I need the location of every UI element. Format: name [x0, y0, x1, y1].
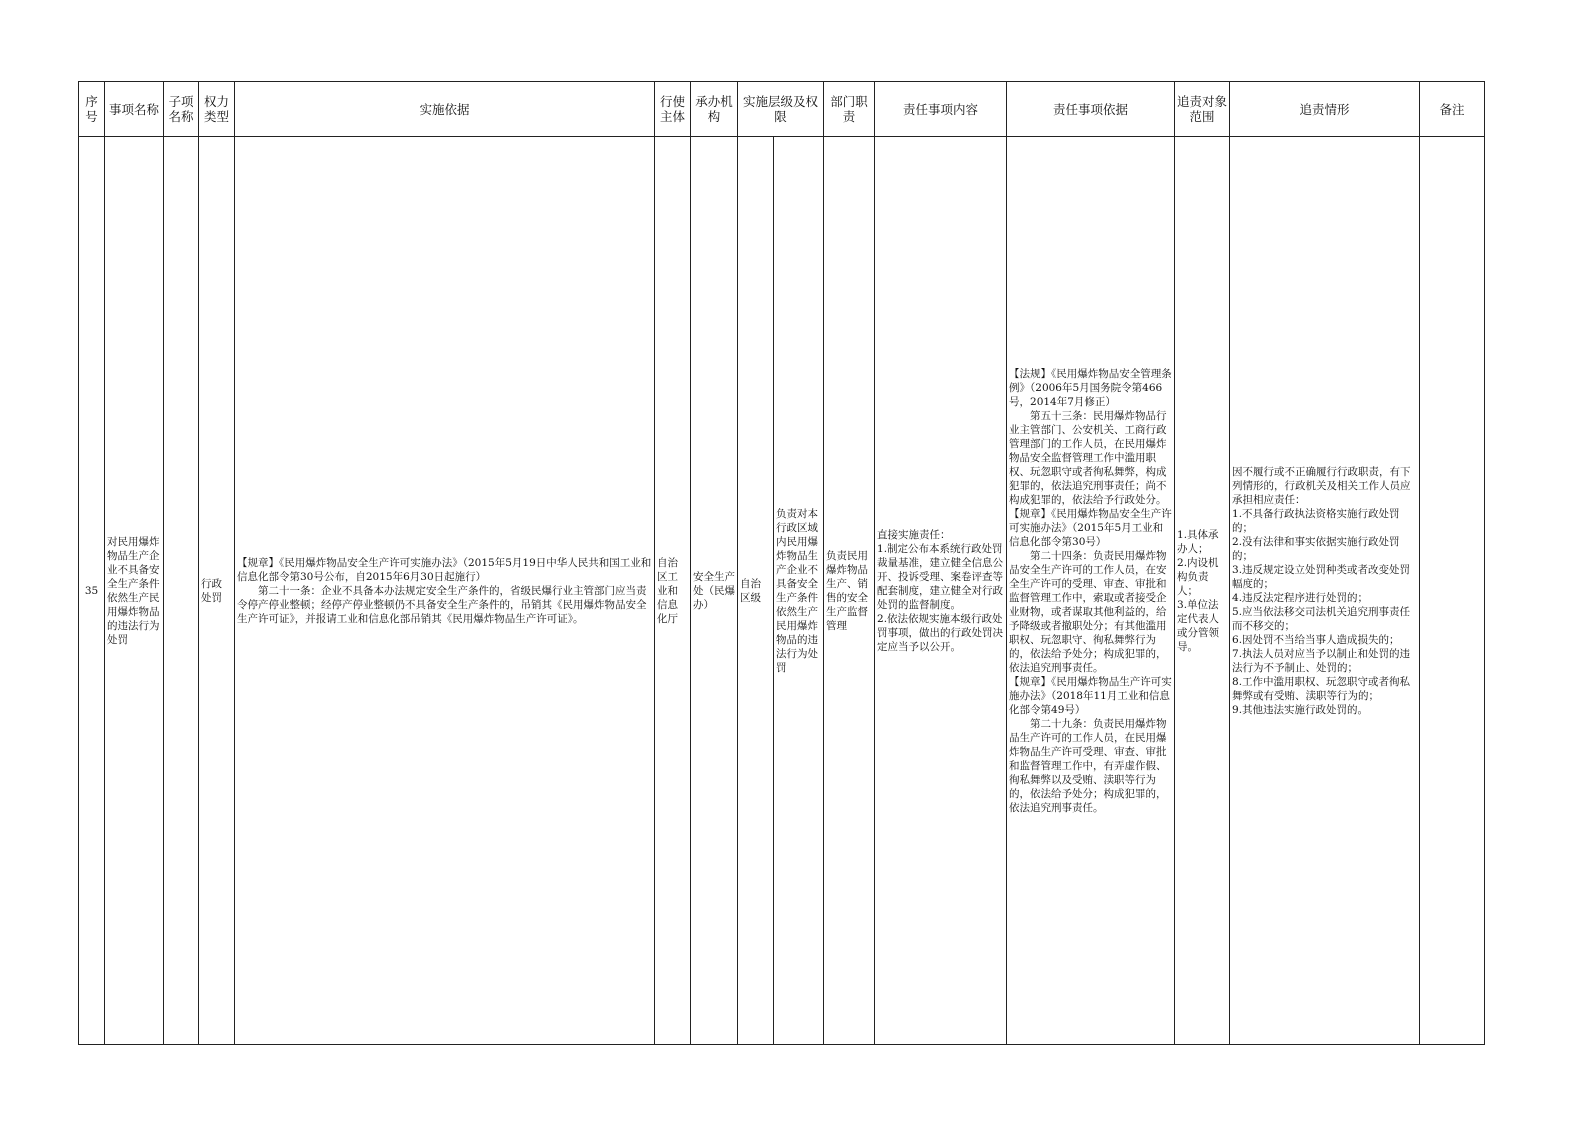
header-duty: 部门职责 [824, 82, 875, 137]
cell-power-type: 行政处罚 [199, 137, 235, 1045]
cell-remarks [1420, 137, 1485, 1045]
header-row [79, 82, 1485, 137]
cell-resp-content: 直接实施责任： 1.制定公布本系统行政处罚裁量基准，建立健全信息公开、投诉受理、案卷评查等配套制度，建立健全对行政处罚的监督制度。 2.依法依规实施本级行政处罚事项，做出的行政处罚决定应当予以公开。 [875, 137, 1007, 1045]
basis-article: 第二十一条：企业不具备本办法规定安全生产条件的，省级民爆行业主管部门应当责令停产停业整顿；经停产停业整顿仍不具备安全生产条件的，吊销其《民用爆炸物品安全生产许可证》，并报请工业和信息化部吊销其《民用爆炸物品生产许可证》。 [237, 584, 647, 625]
cell-acc-scope: 1.具体承办人； 2.内设机构负责人； 3.单位法定代表人或分管领导。 [1175, 137, 1230, 1045]
resp-basis-article-3: 第二十九条：负责民用爆炸物品生产许可的工作人员，在民用爆炸物品生产许可受理、审查、审批和监督管理工作中，有弄虚作假、徇私舞弊以及受贿、渎职等行为的，依法给予处分；构成犯罪的，依法追究刑事责任。 [1009, 717, 1167, 814]
header-acc-cases: 追责情形 [1230, 82, 1420, 137]
header-sub-item: 子项名称 [164, 82, 199, 137]
header-acc-scope: 追责对象范围 [1175, 82, 1230, 137]
power-list-table [78, 81, 1485, 1045]
resp-basis-article-1: 第五十三条：民用爆炸物品行业主管部门、公安机关、工商行政管理部门的工作人员，在民用爆炸物品安全监督管理工作中滥用职权、玩忽职守或者徇私舞弊，构成犯罪的，依法追究刑事责任；尚不构成犯罪的，依法给予行政处分。 [1009, 409, 1167, 506]
resp-basis-title-2: 【规章】《民用爆炸物品安全生产许可实施办法》（2015年5月工业和信息化部令第30号） [1009, 507, 1172, 548]
cell-level: 自治区级 [738, 137, 774, 1045]
table-row [79, 137, 1485, 1045]
header-item-name: 事项名称 [105, 82, 164, 137]
header-seq: 序号 [79, 82, 105, 137]
header-level: 实施层级及权限 [738, 82, 824, 137]
cell-authority: 负责对本行政区域内民用爆炸物品生产企业不具备安全生产条件依然生产民用爆炸物品的违法行为处罚 [774, 137, 824, 1045]
cell-sub-item [164, 137, 199, 1045]
header-handler: 承办机构 [691, 82, 738, 137]
header-remarks: 备注 [1420, 82, 1485, 137]
header-resp-content: 责任事项内容 [875, 82, 1007, 137]
cell-seq: 35 [79, 137, 105, 1045]
cell-resp-basis [1007, 137, 1175, 1045]
resp-basis-title-3: 【规章】《民用爆炸物品生产许可实施办法》（2018年11月工业和信息化部令第49号） [1009, 675, 1172, 716]
resp-basis-title-1: 【法规】《民用爆炸物品安全管理条例》（2006年5月国务院令第466号，2014年7月修正） [1009, 367, 1172, 408]
header-subject: 行使主体 [655, 82, 691, 137]
cell-duty: 负责民用爆炸物品生产、销售的安全生产监督管理 [824, 137, 875, 1045]
cell-basis [235, 137, 655, 1045]
cell-acc-cases: 因不履行或不正确履行行政职责，有下列情形的，行政机关及相关工作人员应承担相应责任： 1.不具备行政执法资格实施行政处罚的； 2.没有法律和事实依据实施行政处罚的； 3.违反规定设立处罚种类或者改变处罚幅度的； 4.违反法定程序进行处罚的； 5.应当依法移交司法机关追究刑事责任而不移交的； 6.因处罚不当给当事人造成损失的； 7.执法人员对应当予以制止和处罚的违法行为不予制止、处罚的； 8.工作中滥用职权、玩忽职守或者徇私舞弊或有受贿、渎职等行为的； 9.其他违法实施行政处罚的。 [1230, 137, 1420, 1045]
header-basis: 实施依据 [235, 82, 655, 137]
resp-basis-article-2: 第二十四条：负责民用爆炸物品安全生产许可的工作人员，在安全生产许可的受理、审查、审批和监督管理工作中，索取或者接受企业财物，或者谋取其他利益的，给予降级或者撤职处分；有其他滥用职权、玩忽职守、徇私舞弊行为的，依法给予处分；构成犯罪的，依法追究刑事责任。 [1009, 549, 1167, 674]
header-power-type: 权力类型 [199, 82, 235, 137]
basis-title: 【规章】《民用爆炸物品安全生产许可实施办法》（2015年5月19日中华人民共和国工业和信息化部令第30号公布，自2015年6月30日起施行） [237, 556, 652, 583]
cell-handler: 安全生产处（民爆办） [691, 137, 738, 1045]
cell-item-name: 对民用爆炸物品生产企业不具备安全生产条件依然生产民用爆炸物品的违法行为处罚 [105, 137, 164, 1045]
cell-subject: 自治区工业和信息化厅 [655, 137, 691, 1045]
header-resp-basis: 责任事项依据 [1007, 82, 1175, 137]
